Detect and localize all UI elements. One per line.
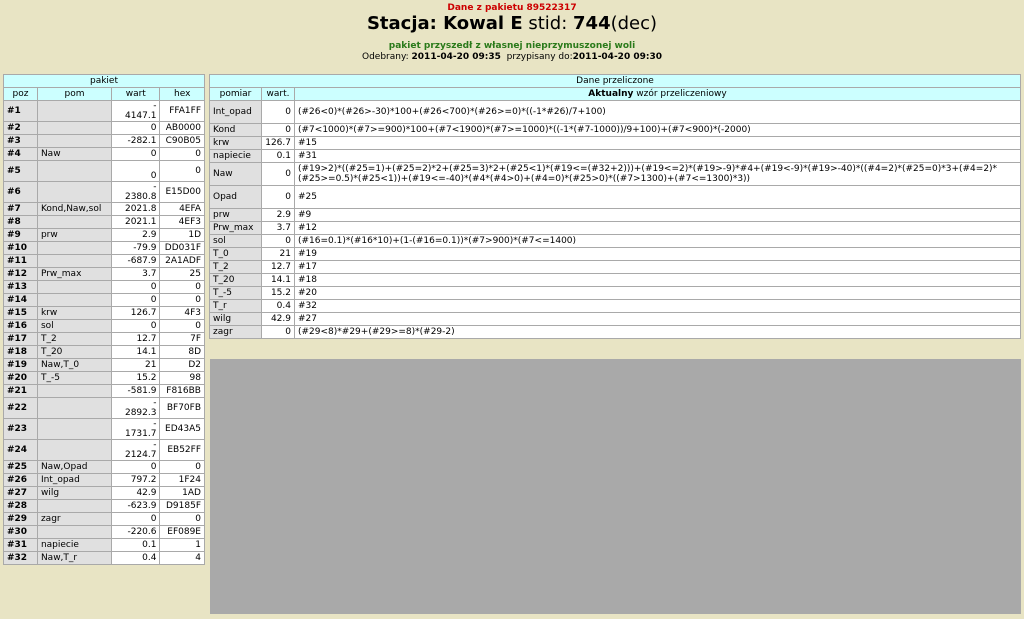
cell-wart: 0 bbox=[112, 122, 159, 134]
cell-poz: #15 bbox=[4, 307, 37, 319]
table-row bbox=[4, 539, 204, 551]
received-label: Odebrany: bbox=[362, 52, 412, 62]
table-row bbox=[210, 248, 1020, 260]
cell-formula: (#26<0)*(#26>-30)*100+(#26<700)*(#26>=0)*((-1*#26)/7+100) bbox=[295, 101, 1020, 123]
table-row bbox=[4, 398, 204, 418]
cell-formula: #32 bbox=[295, 300, 1020, 312]
col-formula-rest: wzór przeliczeniowy bbox=[633, 89, 727, 99]
cell-wart: 0 bbox=[112, 461, 159, 473]
cell-formula: #19 bbox=[295, 248, 1020, 260]
table-row bbox=[4, 385, 204, 397]
cell-pom: Naw bbox=[38, 148, 111, 160]
table-row bbox=[4, 346, 204, 358]
table-row bbox=[210, 326, 1020, 338]
col-formula-bold: Aktualny bbox=[588, 89, 634, 99]
cell-pom: T_2 bbox=[38, 333, 111, 345]
cell-formula: #12 bbox=[295, 222, 1020, 234]
cell-poz: #9 bbox=[4, 229, 37, 241]
cell-poz: #32 bbox=[4, 552, 37, 564]
cell-pomiar: Naw bbox=[210, 163, 261, 185]
cell-pomiar: Prw_max bbox=[210, 222, 261, 234]
cell-hex: 1 bbox=[160, 539, 204, 551]
cell-wart: 0 bbox=[262, 163, 294, 185]
table-row bbox=[4, 281, 204, 293]
cell-poz: #25 bbox=[4, 461, 37, 473]
cell-pomiar: T_20 bbox=[210, 274, 261, 286]
cell-wart: 0 bbox=[112, 513, 159, 525]
cell-formula: (#19>2)*((#25=1)+(#25=2)*2+(#25=3)*2+(#25<1)*(#19<=(#32+2)))+(#19<=2)*(#19>-9)*#4+(#19<-9)*(#19>-40)*((#4=2)*(#25=0)*3+(#4=2)*(#25>=0.5)*(#25<1))+(#19<=-40)*(#4*(#4>0)+(#4=0)*(#25>0)*((#7>1300)+(#7<=1300)*3)) bbox=[295, 163, 1020, 185]
table-row bbox=[4, 135, 204, 147]
cell-hex: D2 bbox=[160, 359, 204, 371]
table-row bbox=[4, 216, 204, 228]
cell-pom: Naw,Opad bbox=[38, 461, 111, 473]
cell-pom: prw bbox=[38, 229, 111, 241]
cell-wart: -581.9 bbox=[112, 385, 159, 397]
cell-pom: Int_opad bbox=[38, 474, 111, 486]
table-row bbox=[210, 150, 1020, 162]
cell-poz: #14 bbox=[4, 294, 37, 306]
col-poz: poz bbox=[4, 88, 37, 100]
cell-wart: - 2124.7 bbox=[112, 440, 159, 460]
cell-pomiar: napiecie bbox=[210, 150, 261, 162]
cell-pom bbox=[38, 101, 111, 121]
cell-poz: #11 bbox=[4, 255, 37, 267]
cell-hex: D9185F bbox=[160, 500, 204, 512]
table-row bbox=[4, 526, 204, 538]
cell-formula: #17 bbox=[295, 261, 1020, 273]
computed-table-title: Dane przeliczone bbox=[210, 75, 1020, 87]
cell-pom: krw bbox=[38, 307, 111, 319]
cell-wart: - 2892.3 bbox=[112, 398, 159, 418]
cell-hex: 1AD bbox=[160, 487, 204, 499]
cell-hex: DD031F bbox=[160, 242, 204, 254]
cell-poz: #5 bbox=[4, 161, 37, 181]
packet-status: pakiet przyszedł z własnej nieprzymuszonej woli bbox=[388, 41, 636, 51]
col-wart: wart bbox=[112, 88, 159, 100]
table-row bbox=[4, 487, 204, 499]
cell-wart: 3.7 bbox=[112, 268, 159, 280]
empty-area bbox=[210, 359, 1021, 614]
cell-hex: ED43A5 bbox=[160, 419, 204, 439]
assigned-value: 2011-04-20 09:30 bbox=[572, 52, 662, 62]
cell-wart: 14.1 bbox=[262, 274, 294, 286]
cell-formula: (#7<1000)*(#7>=900)*100+(#7<1900)*(#7>=1000)*((-1*(#7-1000))/9+100)+(#7<900)*(-2000) bbox=[295, 124, 1020, 136]
cell-pom: Naw,T_0 bbox=[38, 359, 111, 371]
cell-poz: #23 bbox=[4, 419, 37, 439]
cell-hex: EB52FF bbox=[160, 440, 204, 460]
cell-wart: 126.7 bbox=[112, 307, 159, 319]
cell-hex: 4EFA bbox=[160, 203, 204, 215]
cell-poz: #22 bbox=[4, 398, 37, 418]
cell-wart: 21 bbox=[262, 248, 294, 260]
cell-hex: 0 bbox=[160, 461, 204, 473]
cell-wart: 0 bbox=[262, 235, 294, 247]
cell-hex: FFA1FF bbox=[160, 101, 204, 121]
cell-wart: 12.7 bbox=[262, 261, 294, 273]
cell-pomiar: T_0 bbox=[210, 248, 261, 260]
cell-poz: #12 bbox=[4, 268, 37, 280]
cell-wart: -623.9 bbox=[112, 500, 159, 512]
cell-pom: T_-5 bbox=[38, 372, 111, 384]
cell-pom bbox=[38, 122, 111, 134]
cell-poz: #4 bbox=[4, 148, 37, 160]
cell-pomiar: sol bbox=[210, 235, 261, 247]
table-row bbox=[4, 255, 204, 267]
cell-hex: 25 bbox=[160, 268, 204, 280]
assigned-label: przypisany do: bbox=[500, 52, 573, 62]
table-row bbox=[4, 101, 204, 121]
cell-pomiar: Kond bbox=[210, 124, 261, 136]
received-value: 2011-04-20 09:35 bbox=[411, 52, 501, 62]
cell-wart: - 2380.8 bbox=[112, 182, 159, 202]
cell-wart: - 1731.7 bbox=[112, 419, 159, 439]
cell-poz: #30 bbox=[4, 526, 37, 538]
cell-pom bbox=[38, 135, 111, 147]
cell-poz: #8 bbox=[4, 216, 37, 228]
table-row bbox=[4, 182, 204, 202]
cell-formula: #15 bbox=[295, 137, 1020, 149]
cell-wart: 0.4 bbox=[262, 300, 294, 312]
table-row bbox=[210, 124, 1020, 136]
cell-pom: Naw,T_r bbox=[38, 552, 111, 564]
cell-wart: 2.9 bbox=[262, 209, 294, 221]
cell-hex: 1F24 bbox=[160, 474, 204, 486]
cell-hex: 98 bbox=[160, 372, 204, 384]
cell-hex: 0 bbox=[160, 148, 204, 160]
col-wart-right: wart. bbox=[262, 88, 294, 100]
cell-poz: #26 bbox=[4, 474, 37, 486]
table-row bbox=[210, 313, 1020, 325]
cell-hex: 0 bbox=[160, 513, 204, 525]
cell-hex: C90B05 bbox=[160, 135, 204, 147]
cell-pom bbox=[38, 398, 111, 418]
cell-pom bbox=[38, 182, 111, 202]
cell-poz: #17 bbox=[4, 333, 37, 345]
cell-poz: #10 bbox=[4, 242, 37, 254]
stid-label: stid: bbox=[522, 13, 574, 34]
table-row bbox=[4, 307, 204, 319]
table-row bbox=[4, 161, 204, 181]
cell-pomiar: T_-5 bbox=[210, 287, 261, 299]
cell-pom bbox=[38, 440, 111, 460]
cell-formula: #9 bbox=[295, 209, 1020, 221]
cell-pom bbox=[38, 242, 111, 254]
cell-formula: #25 bbox=[295, 186, 1020, 208]
cell-pomiar: zagr bbox=[210, 326, 261, 338]
table-row bbox=[210, 163, 1020, 185]
cell-wart: 21 bbox=[112, 359, 159, 371]
cell-pom: Kond,Naw,sol bbox=[38, 203, 111, 215]
table-row bbox=[4, 461, 204, 473]
cell-formula: #20 bbox=[295, 287, 1020, 299]
cell-hex: 7F bbox=[160, 333, 204, 345]
cell-hex: 4EF3 bbox=[160, 216, 204, 228]
cell-hex: EF089E bbox=[160, 526, 204, 538]
cell-wart: 126.7 bbox=[262, 137, 294, 149]
cell-wart: 2.9 bbox=[112, 229, 159, 241]
table-row bbox=[4, 552, 204, 564]
table-row bbox=[4, 500, 204, 512]
cell-pomiar: Int_opad bbox=[210, 101, 261, 123]
cell-pom bbox=[38, 500, 111, 512]
table-row bbox=[4, 148, 204, 160]
cell-poz: #13 bbox=[4, 281, 37, 293]
cell-pom bbox=[38, 216, 111, 228]
cell-poz: #20 bbox=[4, 372, 37, 384]
cell-pom bbox=[38, 526, 111, 538]
cell-pom: Prw_max bbox=[38, 268, 111, 280]
table-row bbox=[4, 513, 204, 525]
stid-suffix: (dec) bbox=[610, 13, 658, 34]
col-hex: hex bbox=[160, 88, 204, 100]
table-row bbox=[210, 137, 1020, 149]
cell-wart: -220.6 bbox=[112, 526, 159, 538]
cell-poz: #18 bbox=[4, 346, 37, 358]
table-row bbox=[210, 274, 1020, 286]
packet-table-title: pakiet bbox=[4, 75, 204, 87]
cell-wart: 797.2 bbox=[112, 474, 159, 486]
computed-table bbox=[209, 74, 1021, 339]
cell-hex: 0 bbox=[160, 161, 204, 181]
cell-wart: 0 bbox=[112, 320, 159, 332]
cell-poz: #16 bbox=[4, 320, 37, 332]
cell-hex: 1D bbox=[160, 229, 204, 241]
cell-wart: 0 bbox=[112, 281, 159, 293]
cell-poz: #21 bbox=[4, 385, 37, 397]
cell-poz: #7 bbox=[4, 203, 37, 215]
stid-value: 744 bbox=[573, 13, 611, 34]
page-header bbox=[0, 0, 1024, 62]
table-row bbox=[4, 294, 204, 306]
cell-poz: #24 bbox=[4, 440, 37, 460]
table-row bbox=[210, 235, 1020, 247]
cell-pomiar: prw bbox=[210, 209, 261, 221]
cell-hex: F816BB bbox=[160, 385, 204, 397]
cell-wart: -282.1 bbox=[112, 135, 159, 147]
table-row bbox=[4, 359, 204, 371]
table-row bbox=[4, 229, 204, 241]
cell-pom bbox=[38, 294, 111, 306]
table-row bbox=[4, 372, 204, 384]
cell-wart: 3.7 bbox=[262, 222, 294, 234]
cell-hex: 2A1ADF bbox=[160, 255, 204, 267]
cell-wart: - 4147.1 bbox=[112, 101, 159, 121]
table-row bbox=[210, 287, 1020, 299]
table-row bbox=[4, 268, 204, 280]
cell-hex: 0 bbox=[160, 294, 204, 306]
cell-poz: #2 bbox=[4, 122, 37, 134]
cell-pom: T_20 bbox=[38, 346, 111, 358]
cell-formula: (#16=0.1)*(#16*10)+(1-(#16=0.1))*(#7>900)*(#7<=1400) bbox=[295, 235, 1020, 247]
received-line bbox=[0, 52, 1024, 62]
cell-poz: #29 bbox=[4, 513, 37, 525]
cell-wart: -79.9 bbox=[112, 242, 159, 254]
cell-pom: wilg bbox=[38, 487, 111, 499]
station-title bbox=[0, 13, 1024, 35]
cell-pom: napiecie bbox=[38, 539, 111, 551]
cell-wart: 14.1 bbox=[112, 346, 159, 358]
cell-hex: AB0000 bbox=[160, 122, 204, 134]
col-pom: pom bbox=[38, 88, 111, 100]
table-row bbox=[4, 242, 204, 254]
cell-pomiar: krw bbox=[210, 137, 261, 149]
table-row bbox=[4, 474, 204, 486]
table-row bbox=[210, 261, 1020, 273]
cell-poz: #1 bbox=[4, 101, 37, 121]
table-row bbox=[210, 222, 1020, 234]
cell-hex: 0 bbox=[160, 281, 204, 293]
cell-pom: sol bbox=[38, 320, 111, 332]
cell-wart: 2021.1 bbox=[112, 216, 159, 228]
cell-hex: 0 bbox=[160, 320, 204, 332]
cell-hex: 4 bbox=[160, 552, 204, 564]
cell-wart: 0 bbox=[262, 124, 294, 136]
cell-poz: #31 bbox=[4, 539, 37, 551]
cell-wart: 15.2 bbox=[112, 372, 159, 384]
cell-formula: (#29<8)*#29+(#29>=8)*(#29-2) bbox=[295, 326, 1020, 338]
cell-wart: 12.7 bbox=[112, 333, 159, 345]
cell-formula: #18 bbox=[295, 274, 1020, 286]
table-row bbox=[4, 419, 204, 439]
cell-poz: #19 bbox=[4, 359, 37, 371]
cell-wart: 0 bbox=[262, 326, 294, 338]
station-name: Kowal E bbox=[443, 13, 523, 34]
table-row bbox=[210, 186, 1020, 208]
cell-wart: 0 bbox=[112, 161, 159, 181]
cell-formula: #31 bbox=[295, 150, 1020, 162]
cell-pom bbox=[38, 419, 111, 439]
cell-hex: 8D bbox=[160, 346, 204, 358]
cell-pom: zagr bbox=[38, 513, 111, 525]
cell-poz: #3 bbox=[4, 135, 37, 147]
cell-hex: E15D00 bbox=[160, 182, 204, 202]
table-row bbox=[4, 333, 204, 345]
cell-wart: -687.9 bbox=[112, 255, 159, 267]
cell-poz: #28 bbox=[4, 500, 37, 512]
cell-formula: #27 bbox=[295, 313, 1020, 325]
cell-pom bbox=[38, 161, 111, 181]
cell-poz: #27 bbox=[4, 487, 37, 499]
col-pomiar: pomiar bbox=[210, 88, 261, 100]
cell-pom bbox=[38, 385, 111, 397]
table-row bbox=[4, 203, 204, 215]
cell-wart: 0 bbox=[112, 294, 159, 306]
cell-pomiar: wilg bbox=[210, 313, 261, 325]
table-row bbox=[210, 209, 1020, 221]
cell-pom bbox=[38, 281, 111, 293]
cell-wart: 15.2 bbox=[262, 287, 294, 299]
cell-wart: 42.9 bbox=[112, 487, 159, 499]
cell-pomiar: T_2 bbox=[210, 261, 261, 273]
cell-wart: 42.9 bbox=[262, 313, 294, 325]
table-row bbox=[4, 320, 204, 332]
cell-pom bbox=[38, 255, 111, 267]
cell-wart: 0.1 bbox=[262, 150, 294, 162]
cell-hex: 4F3 bbox=[160, 307, 204, 319]
cell-wart: 0 bbox=[262, 101, 294, 123]
table-row bbox=[210, 300, 1020, 312]
col-formula bbox=[295, 88, 1020, 100]
station-prefix: Stacja: bbox=[366, 13, 444, 34]
table-row bbox=[4, 122, 204, 134]
cell-poz: #6 bbox=[4, 182, 37, 202]
cell-wart: 2021.8 bbox=[112, 203, 159, 215]
cell-wart: 0 bbox=[262, 186, 294, 208]
table-row bbox=[210, 101, 1020, 123]
cell-pomiar: Opad bbox=[210, 186, 261, 208]
cell-wart: 0.4 bbox=[112, 552, 159, 564]
table-row bbox=[4, 440, 204, 460]
packet-table bbox=[3, 74, 205, 565]
packet-line: Dane z pakietu 89522317 bbox=[447, 3, 577, 13]
cell-pomiar: T_r bbox=[210, 300, 261, 312]
cell-hex: BF70FB bbox=[160, 398, 204, 418]
cell-wart: 0 bbox=[112, 148, 159, 160]
cell-wart: 0.1 bbox=[112, 539, 159, 551]
